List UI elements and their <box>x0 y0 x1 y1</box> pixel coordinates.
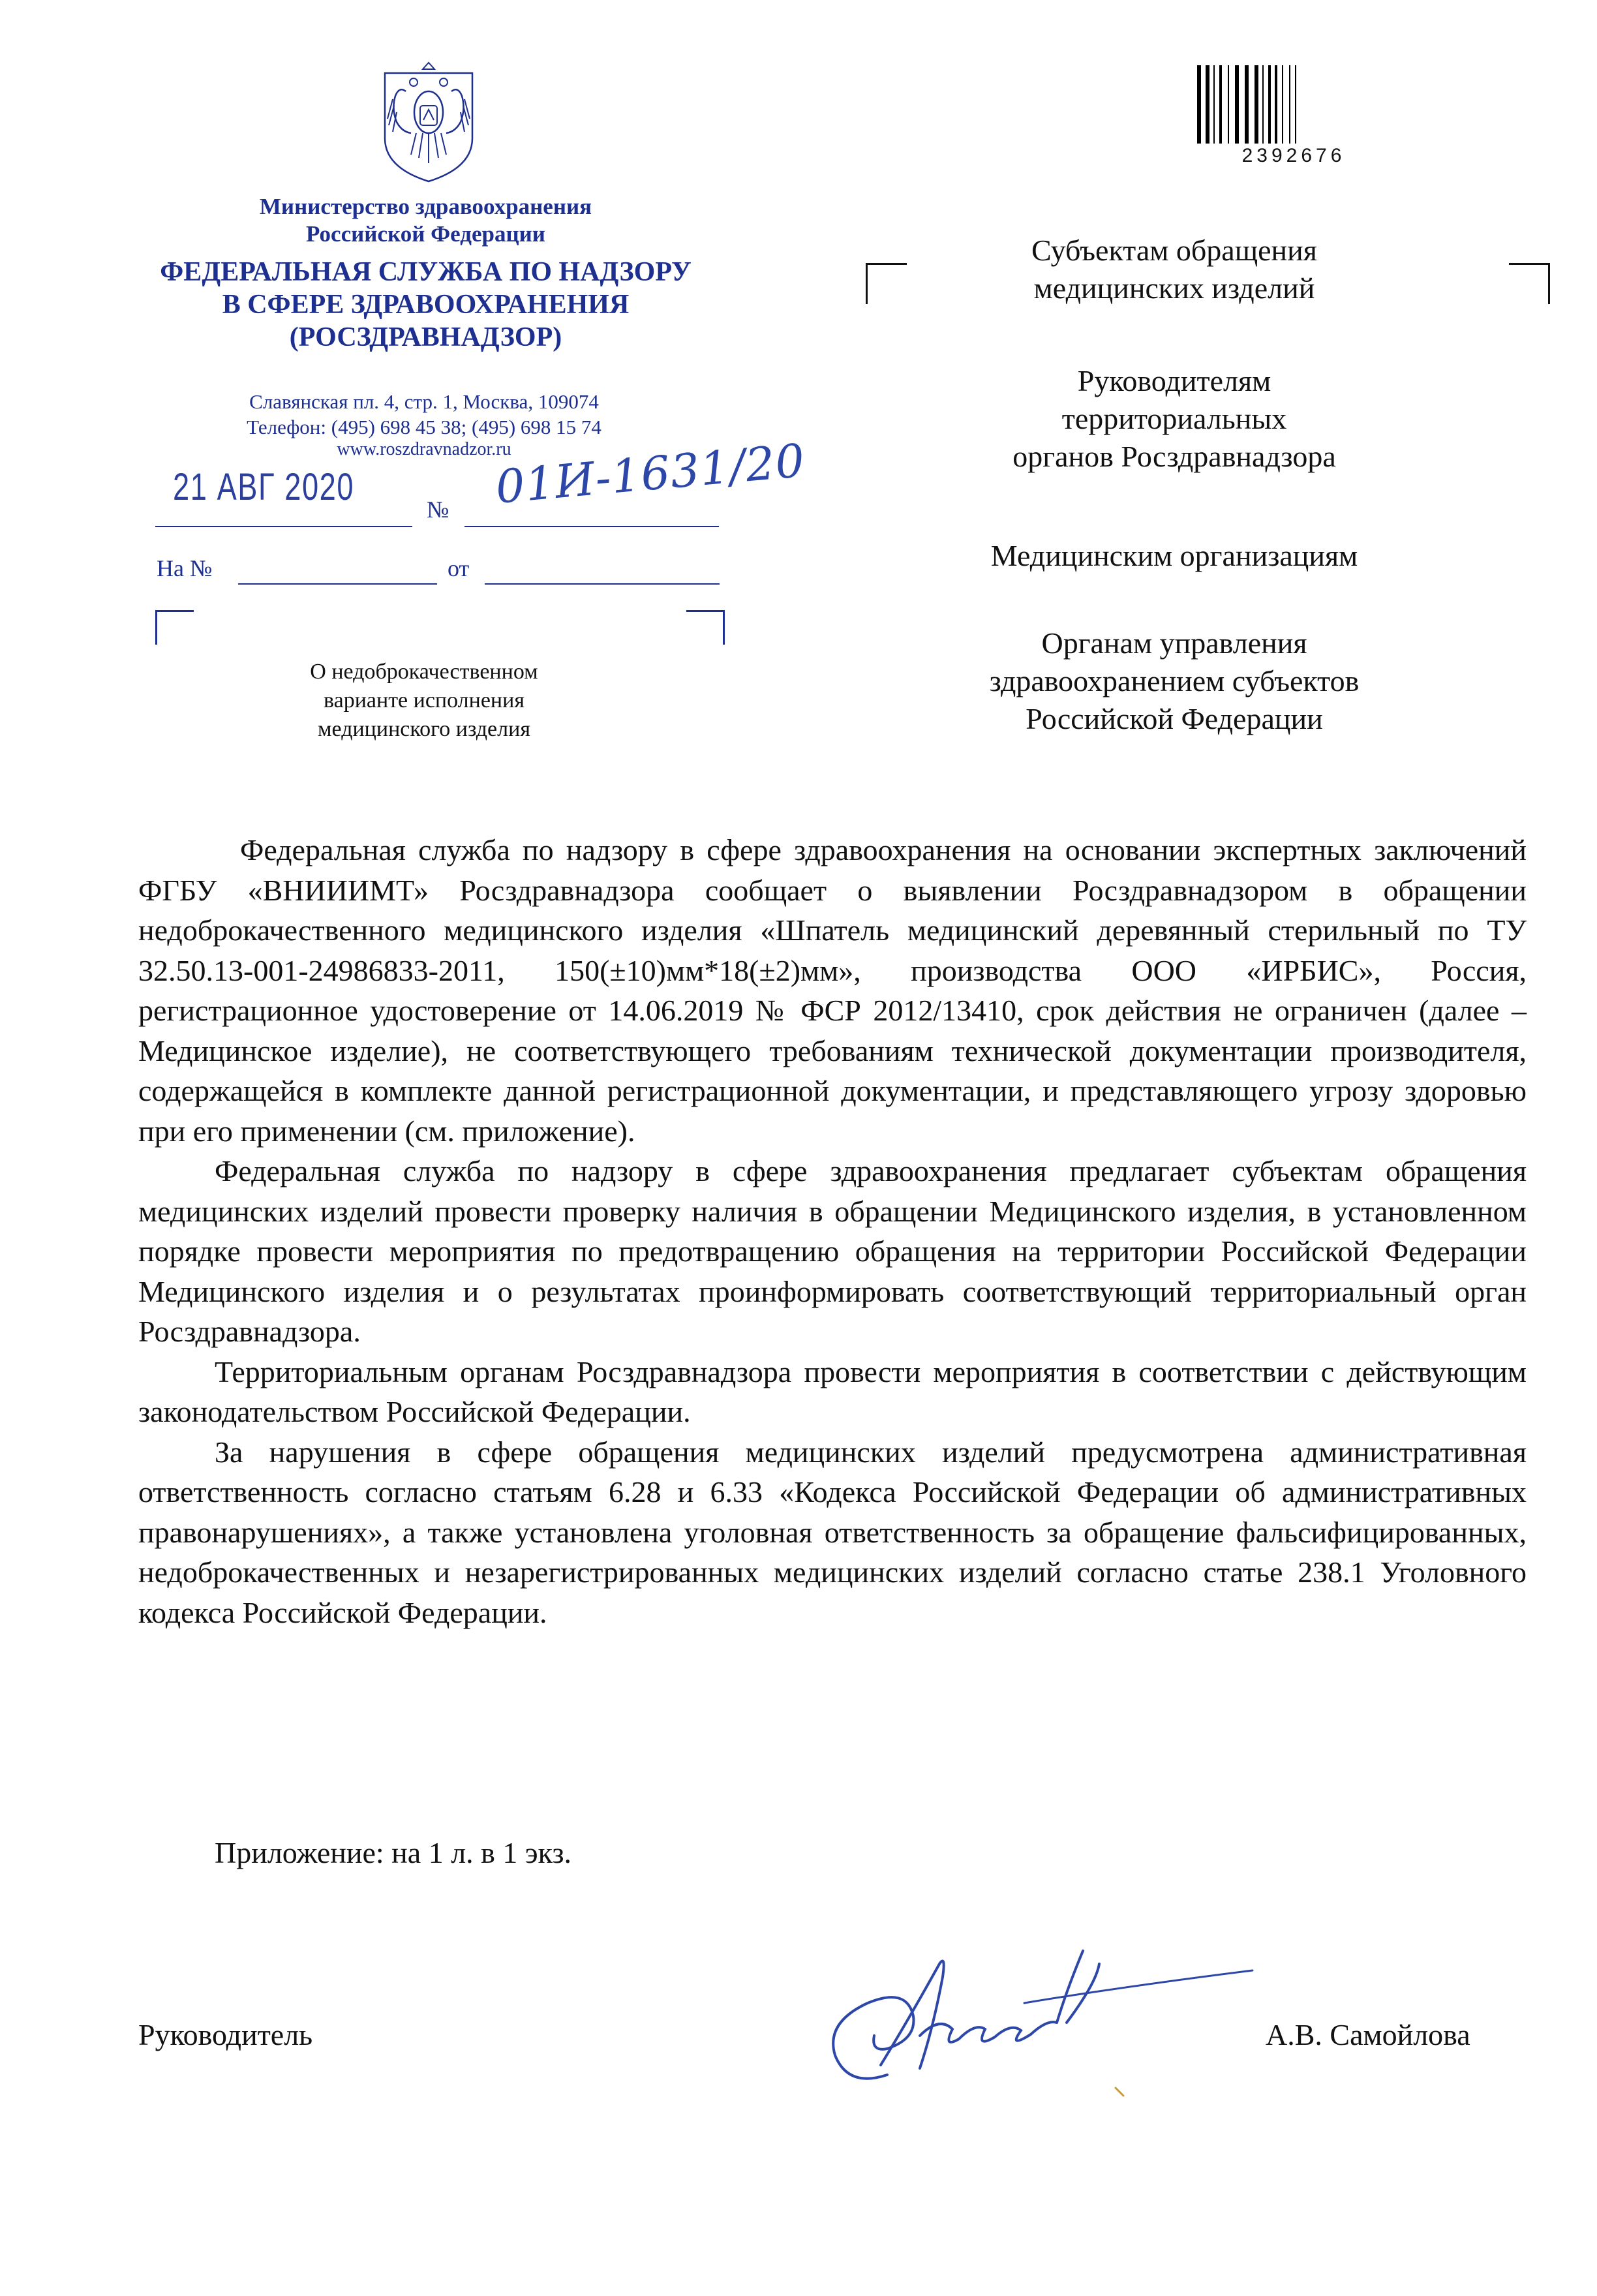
addressee-block <box>913 232 1435 307</box>
addressee-line: органов Росздравнадзора <box>1012 440 1336 473</box>
agency-contacts <box>144 389 705 459</box>
body-paragraph: Территориальным органам Росздравнадзора провести мероприятия в соответствии с действующим законодательством Российской Федерации. <box>138 1355 1527 1428</box>
reference-line <box>238 583 437 585</box>
addressee-block <box>913 362 1435 476</box>
barcode <box>1196 65 1382 144</box>
letter-topic <box>267 658 581 744</box>
topic-line: О недоброкачественном <box>310 660 538 684</box>
website: www.roszdravnadzor.ru <box>337 439 511 459</box>
barcode-bar <box>1255 65 1258 144</box>
ministry-name <box>157 193 695 248</box>
handwritten-signature-icon <box>809 1925 1279 2114</box>
reference-label: На № <box>157 555 213 581</box>
ministry-line: Российской Федерации <box>306 221 545 247</box>
barcode-bar <box>1282 65 1283 144</box>
address: Славянская пл. 4, стр. 1, Москва, 109074 <box>249 390 599 413</box>
barcode-number: 2392676 <box>1241 145 1346 166</box>
number-label: № <box>427 497 449 523</box>
barcode-bar <box>1235 65 1239 144</box>
date-stamp: 21 АВГ 2020 <box>173 466 355 508</box>
barcode-bar <box>1245 65 1249 144</box>
barcode-bar <box>1275 65 1277 144</box>
body-paragraph: За нарушения в сфере обращения медицинских изделий предусмотрена административная ответственность согласно статьям 6.28 и 6.33 «Кодекса Российской Федерации об административных правонарушениях», а также установлена уголовная ответственность за обращение фальсифицированных, недоброкачественных и незарегистрированных медицинских изделий согласно статье 238.1 Уголовного кодекса Российской Федерации. <box>138 1435 1527 1629</box>
barcode-bar <box>1213 65 1215 144</box>
barcode-bar <box>1197 65 1201 144</box>
addressee-line: Органам управления <box>1041 626 1307 660</box>
addressee-block <box>913 624 1435 738</box>
ministry-line: Министерство здравоохранения <box>259 194 592 219</box>
addressee-corner-right <box>1509 263 1550 304</box>
barcode-bar <box>1262 65 1264 144</box>
registration-number: 01И-1631/20 <box>493 433 808 514</box>
barcode-bar <box>1219 65 1222 144</box>
from-label: от <box>448 555 470 581</box>
barcode-bar <box>1289 65 1290 144</box>
addressee-corner-left <box>866 263 907 304</box>
date-line <box>155 526 412 527</box>
signer-name: А.В. Самойлова <box>1266 2018 1470 2051</box>
topic-line: медицинского изделия <box>318 717 530 741</box>
agency-line: В СФЕРЕ ЗДРАВООХРАНЕНИЯ <box>222 290 630 320</box>
addressee-line: территориальных <box>1061 402 1287 435</box>
addressee-line: Руководителям <box>1077 364 1271 397</box>
letter-body <box>138 830 1527 1632</box>
body-paragraph: Федеральная служба по надзору в сфере здравоохранения предлагает субъектам обращения медицинских изделий провести проверку наличия в обращении Медицинского изделия, в установленном порядке провести мероприятия по предотвращению обращения на территории Российской Федерации Медицинского изделия и о результатах проинформировать соответствующий территориальный орган Росздравнадзора. <box>138 1154 1527 1348</box>
body-paragraph: Федеральная служба по надзору в сфере здравоохранения на основании экспертных заключений ФГБУ «ВНИИИМТ» Росздравнадзора сообщает о выявлении Росздравнадзором в обращении недоброкачественного медицинского изделия «Шпатель медицинский деревянный стерильный по ТУ 32.50.13-001-24986833-2011, 150(±10)мм*18(±2)мм», производства ООО «ИРБИС», Россия, регистрационное удостоверение от 14.06.2019 № ФСР 2012/13410, срок действия не ограничен (далее – Медицинское изделие), не соответствующего требованиям технической документации производителя, содержащейся в комплекте данной регистрационной документации, и представляющего угрозу здоровью при его применении (см. приложение). <box>138 833 1527 1148</box>
agency-line: ФЕДЕРАЛЬНАЯ СЛУЖБА ПО НАДЗОРУ <box>160 257 692 287</box>
barcode-bar <box>1228 65 1229 144</box>
topic-corner-left <box>155 610 194 645</box>
addressee-line: здравоохранением субъектов <box>989 664 1360 697</box>
appendix-note: Приложение: на 1 л. в 1 экз. <box>215 1836 572 1869</box>
barcode-bar <box>1268 65 1271 144</box>
addressee-line: медицинских изделий <box>1033 271 1315 305</box>
from-line <box>485 583 720 585</box>
signer-position: Руководитель <box>138 2018 313 2051</box>
number-line <box>464 526 719 527</box>
phone: Телефон: (495) 698 45 38; (495) 698 15 74 <box>247 416 601 438</box>
agency-line: (РОСЗДРАВНАДЗОР) <box>289 322 562 352</box>
barcode-bar <box>1206 65 1209 144</box>
double-headed-eagle-emblem-icon <box>380 60 478 184</box>
addressee-line: Российской Федерации <box>1026 702 1323 735</box>
agency-name <box>124 256 727 354</box>
topic-line: варианте исполнения <box>324 688 525 712</box>
addressee-line: Субъектам обращения <box>1031 234 1317 267</box>
addressee-line: Медицинским организациям <box>990 539 1358 572</box>
addressee-block <box>913 537 1435 575</box>
barcode-bar <box>1295 65 1296 144</box>
topic-corner-right <box>686 610 725 645</box>
